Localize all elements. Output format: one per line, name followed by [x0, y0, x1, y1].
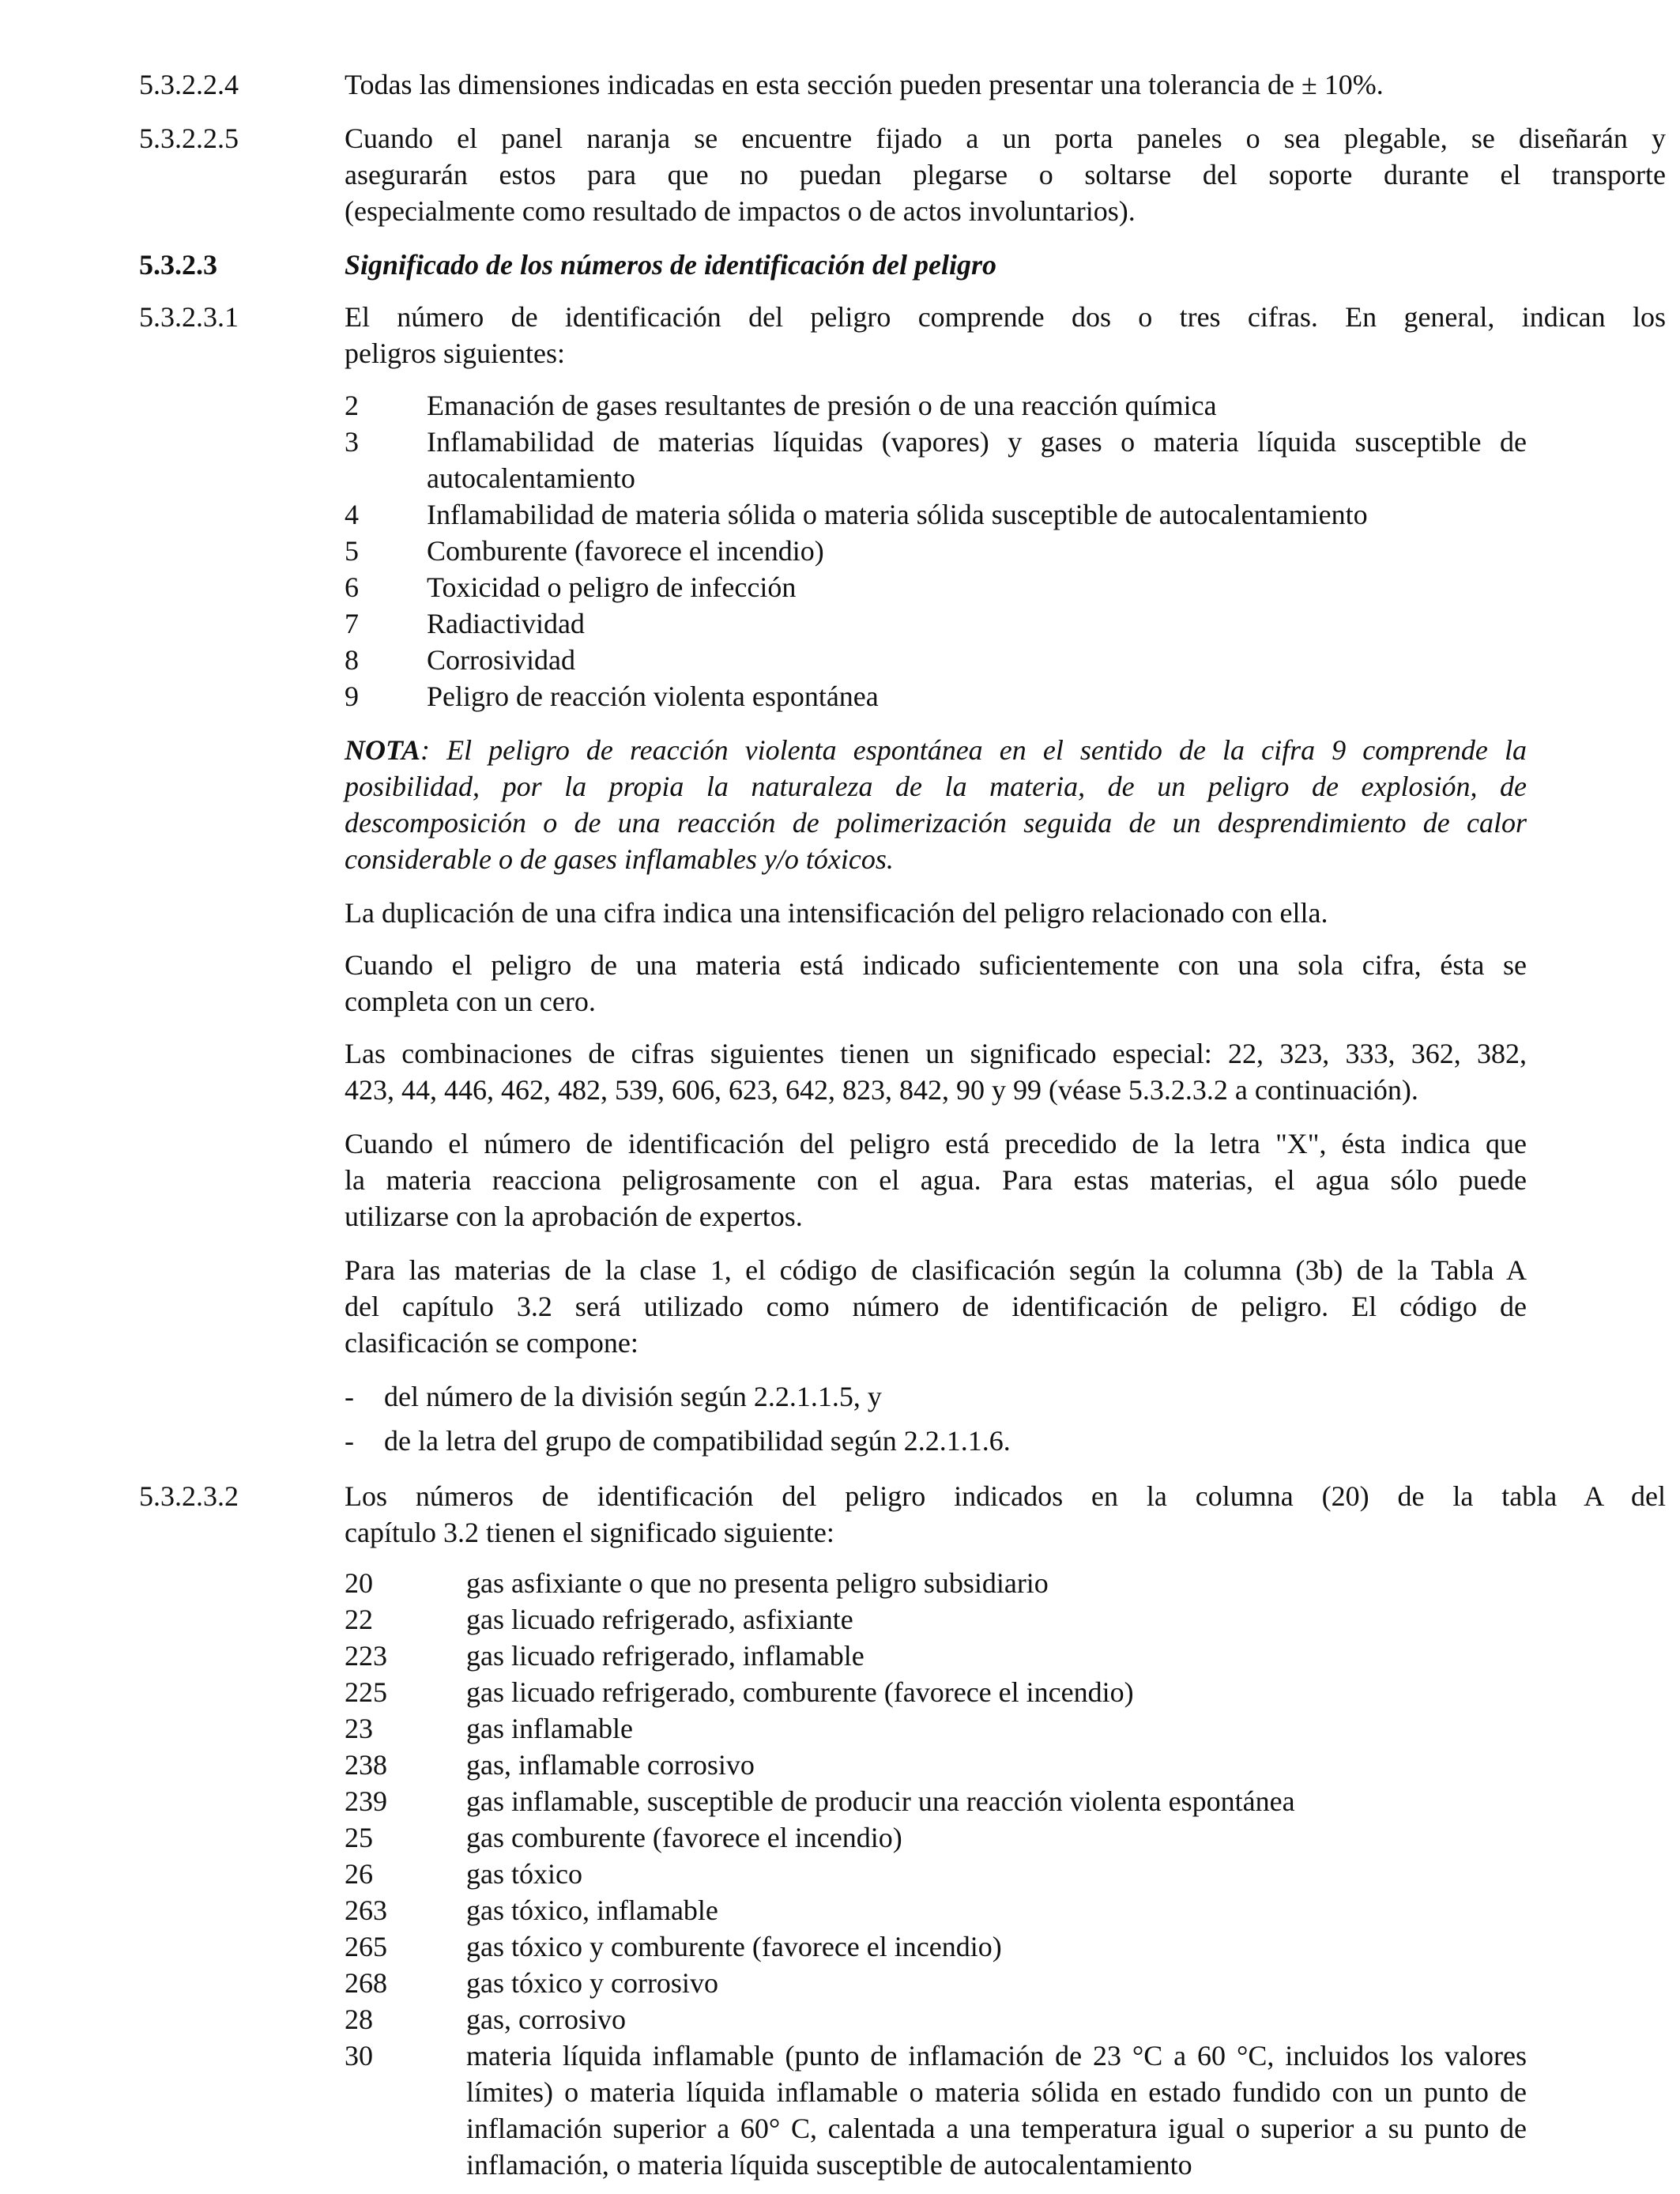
- hazard-code: 30: [345, 2040, 373, 2071]
- paragraph-line: del capítulo 3.2 será utilizado como número de identificación de peligro. El código de: [345, 1291, 1527, 1322]
- hazard-meaning: gas licuado refrigerado, comburente (favorece el incendio): [466, 1676, 1134, 1708]
- hazard-code: 20: [345, 1567, 373, 1599]
- hazard-code: 23: [345, 1713, 373, 1744]
- paragraph-line: clasificación se compone:: [345, 1327, 638, 1359]
- hazard-description: Comburente (favorece el incendio): [427, 535, 824, 567]
- section-text-line: (especialmente como resultado de impactos o de actos involuntarios).: [345, 195, 1136, 227]
- hazard-meaning: gas, inflamable corrosivo: [466, 1749, 755, 1781]
- hazard-description: Peligro de reacción violenta espontánea: [427, 680, 879, 712]
- section-text-line: peligros siguientes:: [345, 337, 565, 369]
- hazard-code: 26: [345, 1858, 373, 1890]
- hazard-code: 263: [345, 1894, 387, 1926]
- section-number: 5.3.2.3.2: [139, 1480, 239, 1512]
- section-text-line: Los números de identificación del peligro indicados en la columna (20) de la tabla A del: [345, 1480, 1666, 1512]
- list-item-text: de la letra del grupo de compatibilidad según 2.2.1.1.6.: [384, 1425, 1011, 1457]
- list-item-text: del número de la división según 2.2.1.1.5, y: [384, 1381, 882, 1412]
- section-text: Todas las dimensiones indicadas en esta sección pueden presentar una tolerancia de ± 10%.: [345, 69, 1384, 100]
- hazard-code: 265: [345, 1931, 387, 1962]
- hazard-meaning: gas inflamable, susceptible de producir una reacción violenta espontánea: [466, 1785, 1295, 1817]
- section-number: 5.3.2.2.5: [139, 123, 239, 154]
- hazard-meaning: gas tóxico: [466, 1858, 582, 1890]
- section-text-line: El número de identificación del peligro comprende dos o tres cifras. En general, indican los: [345, 301, 1666, 333]
- hazard-description: Emanación de gases resultantes de presión o de una reacción química: [427, 390, 1217, 421]
- hazard-code: 268: [345, 1967, 387, 1999]
- hazard-meaning: materia líquida inflamable (punto de inflamación de 23 °C a 60 °C, incluidos los valores: [466, 2040, 1527, 2071]
- hazard-description: autocalentamiento: [427, 462, 635, 494]
- section-text-line: asegurarán estos para que no puedan plegarse o soltarse del soporte durante el transporte: [345, 159, 1666, 190]
- dash-marker: -: [345, 1381, 354, 1412]
- note-line: considerable o de gases inflamables y/o tóxicos.: [345, 843, 894, 875]
- hazard-digit: 9: [345, 680, 359, 712]
- note-line: posibilidad, por la propia la naturaleza de la materia, de un peligro de explosión, de: [345, 771, 1527, 802]
- paragraph-line: Las combinaciones de cifras siguientes tienen un significado especial: 22, 323, 333, 362, 382,: [345, 1038, 1527, 1069]
- hazard-meaning: gas inflamable: [466, 1713, 633, 1744]
- paragraph-line: Para las materias de la clase 1, el código de clasificación según la columna (3b) de la Tabla A: [345, 1254, 1527, 1286]
- section-number: 5.3.2.3: [139, 249, 217, 281]
- hazard-code: 225: [345, 1676, 387, 1708]
- hazard-meaning: gas licuado refrigerado, asfixiante: [466, 1604, 853, 1635]
- hazard-code: 28: [345, 2004, 373, 2035]
- hazard-meaning: gas tóxico y comburente (favorece el incendio): [466, 1931, 1002, 1962]
- hazard-meaning: gas licuado refrigerado, inflamable: [466, 1640, 864, 1672]
- hazard-digit: 3: [345, 426, 359, 458]
- hazard-code: 22: [345, 1604, 373, 1635]
- hazard-meaning: gas comburente (favorece el incendio): [466, 1822, 902, 1853]
- hazard-digit: 2: [345, 390, 359, 421]
- hazard-digit: 5: [345, 535, 359, 567]
- note-text: : El peligro de reacción violenta espontánea en el sentido de la cifra 9 comprende la: [420, 734, 1527, 766]
- note-line: [345, 732, 1527, 768]
- hazard-code: 25: [345, 1822, 373, 1853]
- paragraph-line: la materia reacciona peligrosamente con el agua. Para estas materias, el agua sólo puede: [345, 1164, 1527, 1196]
- hazard-description: Toxicidad o peligro de infección: [427, 571, 797, 603]
- hazard-meaning: límites) o materia líquida inflamable o materia sólida en estado fundido con un punto de: [466, 2076, 1527, 2108]
- hazard-digit: 6: [345, 571, 359, 603]
- paragraph-line: Cuando el número de identificación del peligro está precedido de la letra "X", ésta indica que: [345, 1128, 1527, 1159]
- hazard-code: 223: [345, 1640, 387, 1672]
- dash-marker: -: [345, 1425, 354, 1457]
- hazard-meaning: gas tóxico, inflamable: [466, 1894, 718, 1926]
- hazard-digit: 4: [345, 499, 359, 530]
- hazard-description: Radiactividad: [427, 608, 585, 639]
- hazard-code: 238: [345, 1749, 387, 1781]
- hazard-meaning: gas asfixiante o que no presenta peligro subsidiario: [466, 1567, 1049, 1599]
- hazard-description: Inflamabilidad de materia sólida o materia sólida susceptible de autocalentamiento: [427, 499, 1368, 530]
- hazard-meaning: gas tóxico y corrosivo: [466, 1967, 718, 1999]
- hazard-code: 239: [345, 1785, 387, 1817]
- paragraph-line: utilizarse con la aprobación de expertos.: [345, 1201, 803, 1232]
- paragraph-line: completa con un cero.: [345, 986, 596, 1017]
- hazard-meaning: inflamación superior a 60° C, calentada a una temperatura igual o superior a su punto de: [466, 2113, 1527, 2144]
- section-heading: Significado de los números de identificación del peligro: [345, 249, 996, 281]
- hazard-description: Inflamabilidad de materias líquidas (vapores) y gases o materia líquida susceptible de: [427, 426, 1527, 458]
- section-number: 5.3.2.3.1: [139, 301, 239, 333]
- hazard-meaning: gas, corrosivo: [466, 2004, 626, 2035]
- section-text-line: Cuando el panel naranja se encuentre fijado a un porta paneles o sea plegable, se diseñarán y: [345, 123, 1666, 154]
- hazard-meaning: inflamación, o materia líquida susceptible de autocalentamiento: [466, 2149, 1192, 2181]
- hazard-description: Corrosividad: [427, 644, 575, 676]
- section-number: 5.3.2.2.4: [139, 69, 239, 100]
- hazard-digit: 8: [345, 644, 359, 676]
- section-text-line: capítulo 3.2 tienen el significado siguiente:: [345, 1517, 834, 1548]
- paragraph-line: 423, 44, 446, 462, 482, 539, 606, 623, 642, 823, 842, 90 y 99 (véase 5.3.2.3.2 a continuación).: [345, 1074, 1418, 1106]
- hazard-digit: 7: [345, 608, 359, 639]
- note-line: descomposición o de una reacción de polimerización seguida de un desprendimiento de calor: [345, 807, 1527, 839]
- paragraph-line: Cuando el peligro de una materia está indicado suficientemente con una sola cifra, ésta se: [345, 949, 1527, 981]
- note-label: NOTA: [345, 734, 421, 766]
- paragraph: La duplicación de una cifra indica una intensificación del peligro relacionado con ella.: [345, 897, 1328, 929]
